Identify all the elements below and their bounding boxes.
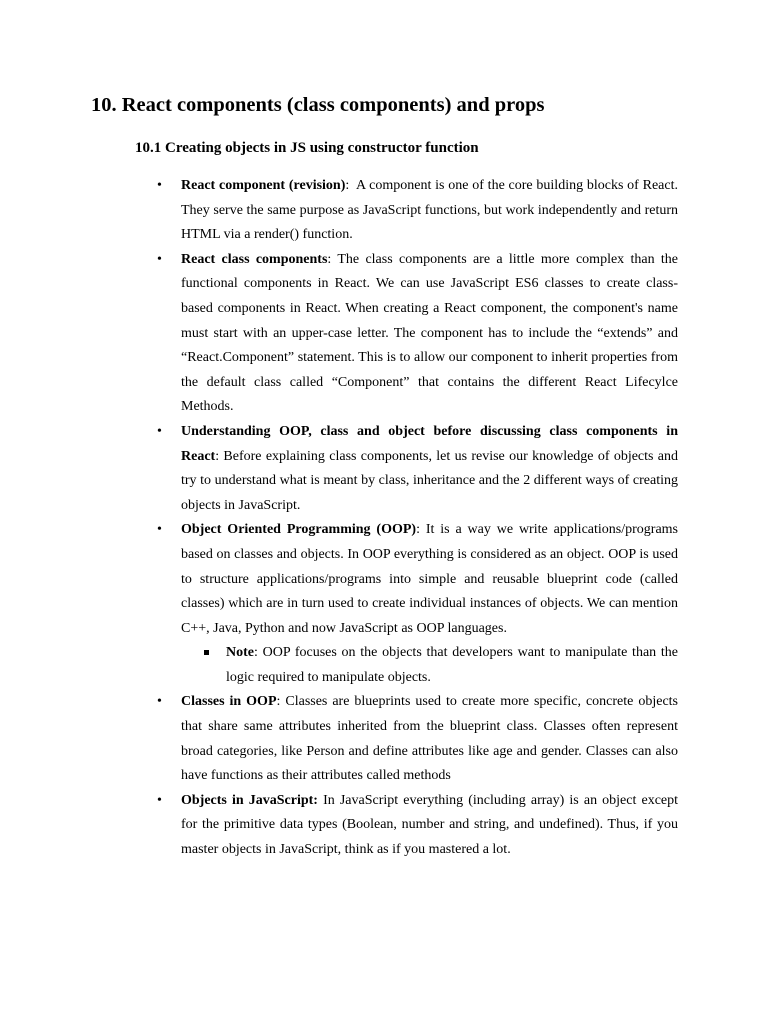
bullet-list	[181, 174, 678, 863]
list-item	[181, 690, 678, 788]
item-separator: :	[215, 448, 224, 464]
sub-list	[181, 641, 678, 690]
section-heading: 10. React components (class components) and props	[91, 94, 545, 116]
item-separator: :	[416, 522, 426, 538]
item-term: React component (revision)	[181, 178, 346, 193]
item-separator: :	[327, 251, 338, 267]
list-item	[181, 248, 678, 420]
item-term: Objects in JavaScript:	[181, 792, 318, 808]
note-term: Note	[226, 645, 254, 661]
item-separator: :	[345, 178, 357, 193]
item-text: Classes are blueprints used to create more specific, concrete objects that share same attributes inherited from the blueprint class. Classes often represent broad categories, like Person and define attributes like age and gender. Classes can also have functions as their attributes called methods	[181, 694, 678, 784]
item-text: The class components are a little more complex than the functional components in React. We can use JavaScript ES6 classes to create class-based components in React. When creating a React component, the component's name must start with an upper-case letter. The component has to include the “extends” and “React.Component” statement. This is to allow our component to inherit properties from the default class called “Component” that contains the different React Lifecylce Methods.	[181, 251, 679, 415]
list-item	[181, 420, 678, 518]
subsection-heading: 10.1 Creating objects in JS using constructor function	[135, 140, 479, 156]
list-item	[181, 518, 678, 690]
item-text: A component is one of the core building blocks of React. They serve the same purpose as JavaScript functions, but work independently and return HTML via a render() function.	[181, 178, 678, 243]
list-item	[181, 789, 678, 863]
note-separator: :	[254, 645, 263, 661]
list-item	[181, 174, 678, 248]
item-text: Before explaining class components, let us revise our knowledge of objects and try to understand what is meant by class, inheritance and the 2 different ways of creating objects in JavaScript.	[181, 448, 679, 513]
item-text: It is a way we write applications/programs based on classes and objects. In OOP everything is considered as an object. OOP is used to structure applications/programs into simple and reusable blueprint code (called classes) which are in turn used to create individual instances of objects. We can mention C++, Java, Python and now JavaScript as OOP languages.	[181, 522, 678, 636]
item-separator: :	[276, 694, 286, 710]
item-term: Object Oriented Programming (OOP)	[181, 522, 417, 538]
item-term: Understanding OOP, class and object before discussing class components in React	[181, 423, 678, 464]
sub-list-item	[226, 641, 678, 690]
item-term: React class components	[181, 251, 328, 267]
note-text: OOP focuses on the objects that developers want to manipulate than the logic required to manipulate objects.	[226, 645, 678, 685]
item-text: In JavaScript everything (including array) is an object except for the primitive data types (Boolean, number and string, and undefined). Thus, if you master objects in JavaScript, think as if you mastered a lot.	[181, 792, 679, 858]
item-term: Classes in OOP	[181, 694, 277, 710]
